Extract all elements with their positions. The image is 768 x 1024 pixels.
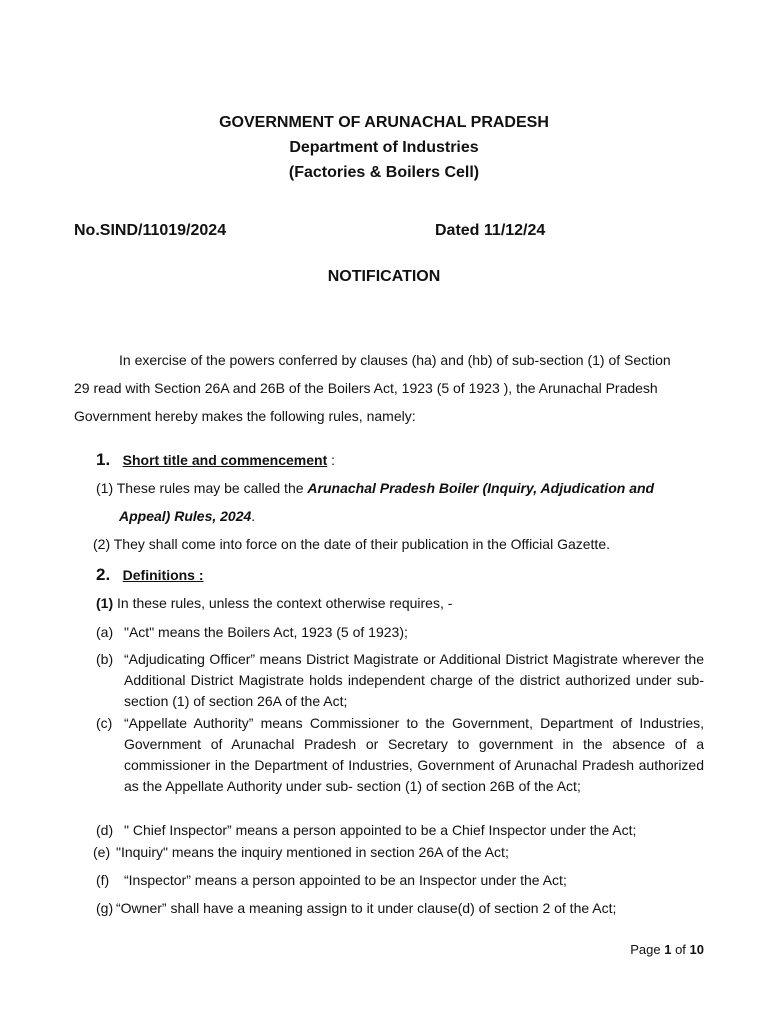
preamble-line-1: In exercise of the powers conferred by clauses (ha) and (hb) of sub-section (1) of Section bbox=[119, 352, 671, 368]
definition-label: (a) bbox=[96, 624, 114, 640]
definition-text: “Owner” shall have a meaning assign to it under clause(d) of section 2 of the Act; bbox=[116, 900, 617, 916]
header-cell: (Factories & Boilers Cell) bbox=[288, 164, 480, 181]
reference-date: Dated 11/12/24 bbox=[435, 222, 546, 239]
page-word: Page bbox=[630, 942, 665, 957]
page-footer bbox=[630, 942, 704, 957]
preamble-line-3: Government hereby makes the following rules, namely: bbox=[74, 408, 416, 424]
section-2-intro-text: In these rules, unless the context otherwise requires, - bbox=[113, 595, 453, 611]
section-1-item-2: (2) They shall come into force on the date of their publication in the Official Gazette. bbox=[93, 536, 610, 552]
section-2-intro bbox=[96, 595, 452, 611]
header-department: Department of Industries bbox=[289, 139, 479, 156]
section-2-intro-number: (1) bbox=[96, 595, 114, 611]
definition-text: "Act" means the Boilers Act, 1923 (5 of 1923); bbox=[124, 624, 408, 640]
of-word: of bbox=[671, 942, 690, 957]
section-1-item-1-prefix: (1) These rules may be called the bbox=[96, 480, 308, 496]
page-number: 1 bbox=[664, 942, 672, 957]
definition-text: " Chief Inspector” means a person appointed to be a Chief Inspector under the Act; bbox=[124, 822, 637, 838]
definition-text: “Inspector” means a person appointed to be an Inspector under the Act; bbox=[124, 872, 567, 888]
page-total: 10 bbox=[689, 942, 704, 957]
reference-number: No.SIND/11019/2024 bbox=[74, 222, 227, 239]
definition-label: (g) bbox=[96, 900, 114, 916]
notification-title: NOTIFICATION bbox=[327, 268, 441, 285]
definition-text: “Appellate Authority” means Commissioner to the Government, Department of Industries, Government of Arunachal Pradesh or Secretary to government in the absence of a commissioner in the Department of Industries, Government of Arunachal Pradesh authorized as the Appellate Authority under sub- section (1) of section 26B of the Act; bbox=[124, 715, 704, 794]
rules-title-part-1: Arunachal Pradesh Boiler (Inquiry, Adjudication and bbox=[307, 480, 655, 496]
section-1-item-1-line-1 bbox=[96, 480, 704, 496]
section-1-title: Short title and commencement bbox=[122, 452, 328, 468]
rules-title-end: . bbox=[251, 508, 256, 524]
section-1-colon: : bbox=[327, 452, 336, 468]
definition-label: (c) bbox=[96, 715, 113, 731]
rules-title-part-2: Appeal) Rules, 2024 bbox=[119, 508, 252, 524]
section-1-number: 1. bbox=[96, 450, 111, 469]
definition-label: (e) bbox=[93, 844, 111, 860]
section-1-item-1-line-2 bbox=[119, 508, 255, 524]
definition-label: (d) bbox=[96, 822, 114, 838]
definition-label: (f) bbox=[96, 872, 110, 888]
section-1-heading bbox=[96, 450, 335, 470]
section-2-heading bbox=[96, 565, 204, 585]
definition-text: "Inquiry" means the inquiry mentioned in section 26A of the Act; bbox=[116, 844, 509, 860]
definition-label: (b) bbox=[96, 651, 114, 667]
section-2-title: Definitions : bbox=[122, 567, 204, 583]
section-2-number: 2. bbox=[96, 565, 111, 584]
preamble-line-2: 29 read with Section 26A and 26B of the Boilers Act, 1923 (5 of 1923 ), the Arunachal Pradesh bbox=[74, 380, 658, 396]
header-government: GOVERNMENT OF ARUNACHAL PRADESH bbox=[219, 114, 549, 131]
definition-text: “Adjudicating Officer” means District Magistrate or Additional District Magistrate wherever the Additional District Magistrate holds independent charge of the district authorized under sub- section (1) of section 26A of the Act; bbox=[124, 651, 704, 709]
